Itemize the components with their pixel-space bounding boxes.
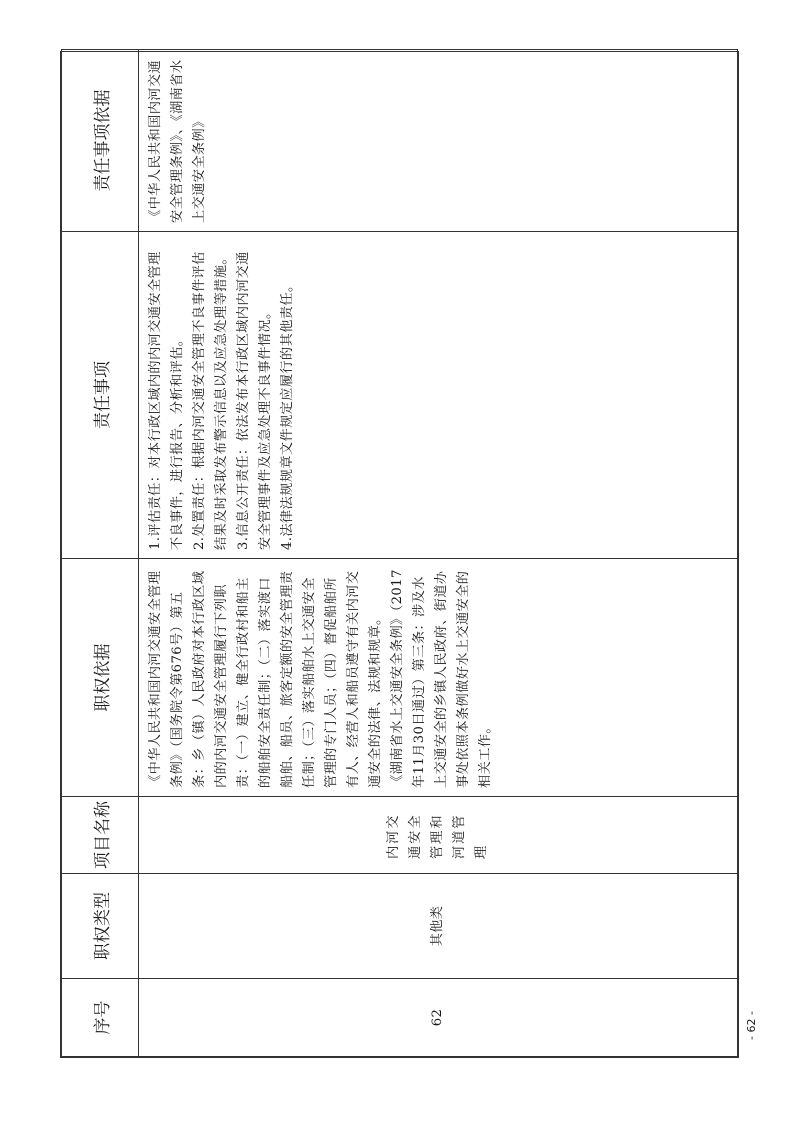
header-name: 项目名称 [62,797,139,874]
header-duty: 责任事项 [62,232,139,559]
responsibility-table [60,51,739,1058]
table-row [139,50,738,1057]
duty-item-3: 3.信息公开责任：依法发布本行政区域内内河交通安全管理事件及应急处理不良事件情况。 [236,251,273,550]
cell-duty [139,232,738,559]
page-number: - 62 - [745,1011,758,1040]
cell-name: 内河交通安全管理和河道管理 [139,797,738,874]
header-seq: 序号 [62,979,139,1057]
header-duty-basis: 责任事项依据 [62,50,139,232]
duty-item-4: 4.法律法规规章文件规定应履行的其他责任。 [280,278,295,550]
cell-seq: 62 [139,979,738,1057]
basis-paragraph-2: 《湖南省水上交通安全条例》（2017年11月30日通过）第三条：涉及水上交通安全的乡镇人民政府、街道办事处依照本条例做好水上交通安全的相关工作。 [390,569,493,788]
duty-item-1: 1.评估责任：对本行政区域内的内河交通安全管理不良事件，进行报告、分析和评估。 [148,251,185,550]
header-basis: 职权依据 [62,559,139,797]
header-row [62,50,139,1057]
header-type: 职权类型 [62,874,139,979]
cell-type: 其他类 [139,874,738,979]
basis-paragraph-1: 《中华人民共和国内河交通安全管理条例》（国务院令第676号）第五条：乡（镇）人民政府对本行政区域内的内河交通安全管理履行下列职责：（一）建立、健全行政村和船主的船舶安全责任制；（二）落实渡口船舶、船员、旅客定额的安全管理责任制；（三）落实船舶水上交通安全管理的专门人员；（四）督促船舶所有人、经营人和船员遵守有关内河交通安全的法律、法规和规章。 [148,570,383,788]
cell-basis [139,559,738,797]
cell-duty-basis: 《中华人民共和国内河交通安全管理条例》、《湖南省水上交通安全条例》 [139,50,738,232]
duty-item-2: 2.处置责任：根据内河交通安全管理不良事件评估结果及时采取发布警示信息以及应急处理等措施。 [192,251,229,550]
